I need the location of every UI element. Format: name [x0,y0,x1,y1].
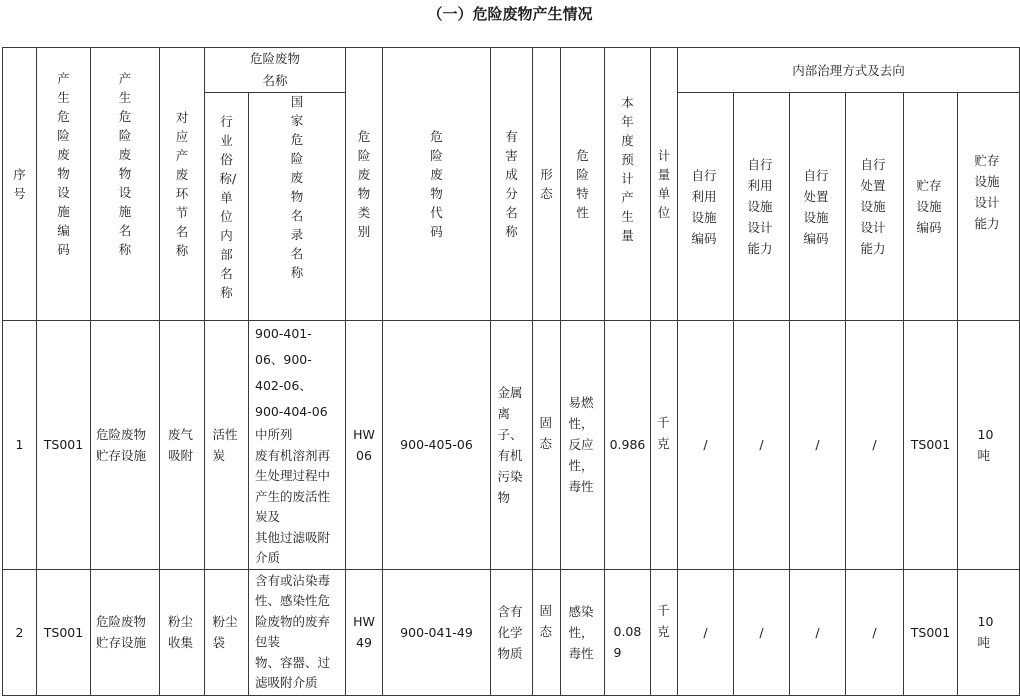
cell-facility-code: TS001 [37,569,91,695]
header-waste-name-group: 危险废物名称 [205,48,346,93]
header-storage-capacity: 贮存设施设计能力 [958,93,1020,321]
header-reuse-capacity: 自行利用设施设计能力 [734,93,790,321]
cell-dispose-code: / [790,569,846,695]
cell-facility-name: 危险废物贮存设施 [91,321,160,570]
header-harmful-component: 有害成分名称 [491,48,533,321]
header-seq: 序号 [3,48,37,321]
table-row [3,321,1020,570]
cell-form: 固态 [533,321,561,570]
header-unit: 计量单位 [651,48,678,321]
cell-dispose-capacity: / [846,569,904,695]
header-row-1 [3,48,1020,93]
cell-unit: 千克 [651,569,678,695]
cell-facility-code: TS001 [37,321,91,570]
cell-process-name: 粉尘收集 [160,569,205,695]
header-industry-name: 行业俗称/单位内部名称 [205,93,249,321]
cell-reuse-capacity: / [734,569,790,695]
cell-reuse-code: / [678,321,734,570]
cell-storage-code: TS001 [904,321,958,570]
cell-national-name: 含有或沾染毒 性、感染性危 险废物的废弃 包装 物、容器、过 滤吸附介质 [249,569,346,695]
hazardous-waste-table [2,47,1020,696]
header-dispose-code: 自行处置设施编码 [790,93,846,321]
cell-code: 900-405-06 [383,321,491,570]
header-category: 危险废物类别 [346,48,383,321]
header-form: 形态 [533,48,561,321]
cell-seq: 2 [3,569,37,695]
cell-form: 固态 [533,569,561,695]
section-title: （一）危险废物产生情况 [427,5,593,23]
national-name-lines: 900-401- 06、900- 402-06、 900-404-06 [255,326,328,419]
cell-dispose-capacity: / [846,321,904,570]
cell-facility-name: 危险废物贮存设施 [91,569,160,695]
cell-hazard: 感染性，毒性 [561,569,605,695]
header-annual-amount: 本年度预计产生量 [605,48,651,321]
cell-process-name: 废气吸附 [160,321,205,570]
cell-reuse-code: / [678,569,734,695]
header-reuse-code: 自行利用设施编码 [678,93,734,321]
cell-annual-amount: 0.986 [605,321,651,570]
header-national-name: 国家危险废物名录名称 [249,93,346,321]
cell-unit: 千克 [651,321,678,570]
cell-code: 900-041-49 [383,569,491,695]
cell-industry-name: 粉尘袋 [205,569,249,695]
cell-seq: 1 [3,321,37,570]
cell-national-name: 900-401- 06、900- 402-06、 900-404-06 中所列 废有机溶剂再 生处理过程中 产生的废活性 炭及 其他过滤吸附 介质 [249,321,346,570]
header-internal-group: 内部治理方式及去向 [678,48,1020,93]
cell-storage-capacity: 10吨 [958,321,1020,570]
cell-category: HW49 [346,569,383,695]
header-process-name: 对应产废环节名称 [160,48,205,321]
cell-dispose-code: / [790,321,846,570]
header-storage-code: 贮存设施编码 [904,93,958,321]
header-facility-name: 产生危险废物设施名称 [91,48,160,321]
cell-harmful-component: 金属离子、有机污染物 [491,321,533,570]
cell-harmful-component: 含有化学物质 [491,569,533,695]
cell-industry-name: 活性炭 [205,321,249,570]
cell-category: HW06 [346,321,383,570]
cell-storage-capacity: 10吨 [958,569,1020,695]
cell-reuse-capacity: / [734,321,790,570]
header-hazard: 危险特性 [561,48,605,321]
header-facility-code: 产生危险废物设施编码 [37,48,91,321]
header-code: 危险废物代码 [383,48,491,321]
cell-storage-code: TS001 [904,569,958,695]
header-dispose-capacity: 自行处置设施设计能力 [846,93,904,321]
cell-hazard: 易燃性，反应性，毒性 [561,321,605,570]
table-row [3,569,1020,695]
cell-annual-amount: 0.089 [605,569,651,695]
